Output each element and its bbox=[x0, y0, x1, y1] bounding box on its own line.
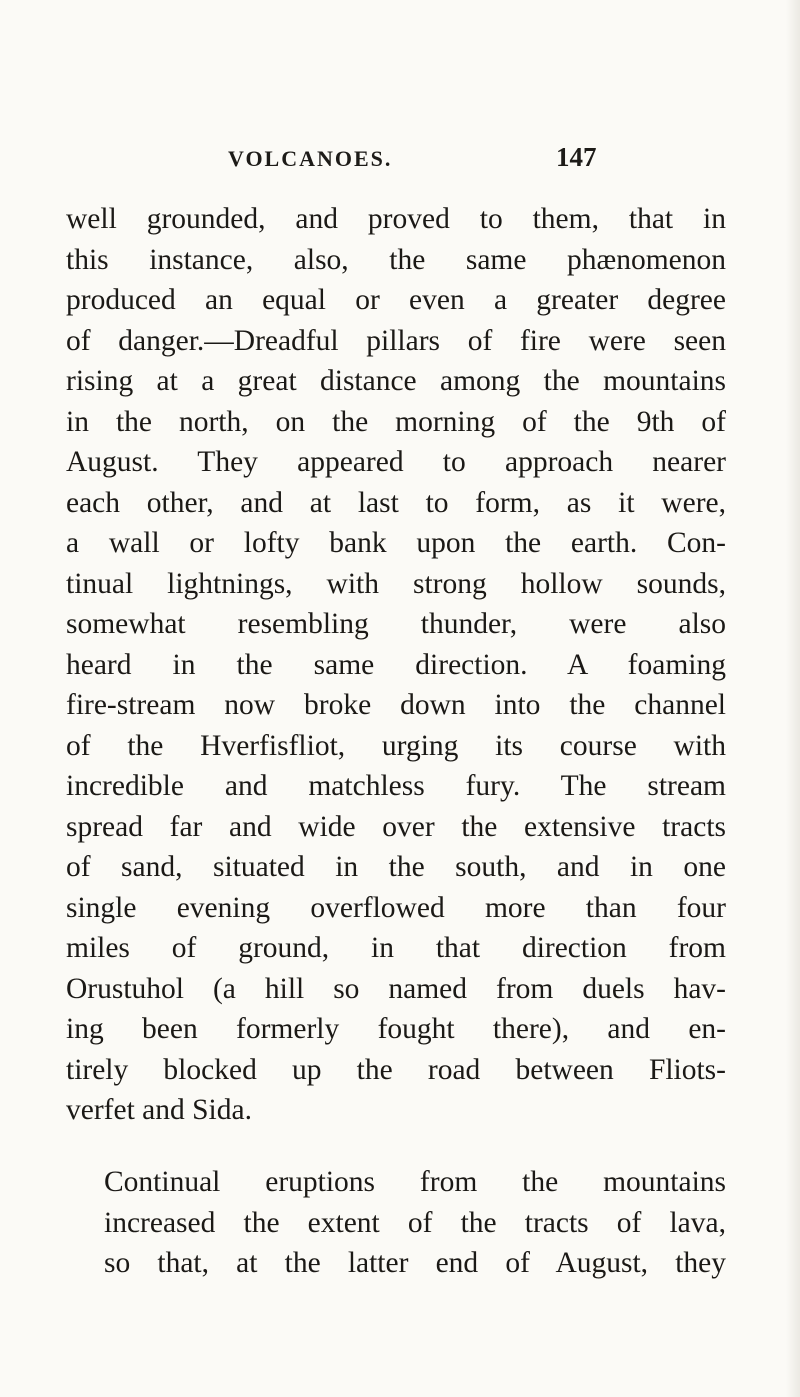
text-line: each other, and at last to form, as it were, bbox=[66, 486, 726, 519]
text-line: incredible and matchless fury. The stream bbox=[66, 770, 726, 802]
text-line: tirely blocked up the road between Fliots- bbox=[66, 1053, 726, 1086]
text-line: spread far and wide over the extensive tracts bbox=[66, 810, 726, 843]
text-line: increased the extent of the tracts of lava, bbox=[104, 1206, 726, 1239]
text-line: fire-stream now broke down into the channel bbox=[66, 689, 726, 721]
text-line: of the Hverfisfliot, urging its course with bbox=[66, 729, 726, 762]
text-line: this instance, also, the same phænomenon bbox=[66, 243, 726, 276]
text-line: rising at a great distance among the mountains bbox=[66, 365, 726, 397]
text-line: somewhat resembling thunder, were also bbox=[66, 608, 726, 640]
text-line: of sand, situated in the south, and in one bbox=[66, 851, 726, 883]
text-line: verfet and Sida. bbox=[66, 1094, 252, 1126]
text-line: tinual lightnings, with strong hollow sounds, bbox=[66, 567, 726, 600]
text-line: miles of ground, in that direction from bbox=[66, 932, 726, 964]
page-number: 147 bbox=[556, 142, 597, 172]
text-line: a wall or lofty bank upon the earth. Con- bbox=[66, 527, 726, 559]
page-edge-shadow bbox=[786, 0, 800, 1397]
text-line: produced an equal or even a greater degree bbox=[66, 284, 726, 316]
text-line: of danger.—Dreadful pillars of fire were seen bbox=[66, 324, 726, 357]
paragraph-1 bbox=[66, 199, 726, 1131]
text-line: heard in the same direction. A foaming bbox=[66, 648, 726, 681]
text-line: well grounded, and proved to them, that in bbox=[66, 203, 726, 235]
running-head: VOLCANOES. bbox=[228, 146, 393, 171]
text-line: August. They appeared to approach nearer bbox=[66, 446, 726, 478]
text-line: single evening overflowed more than four bbox=[66, 891, 726, 924]
text-line: so that, at the latter end of August, they bbox=[104, 1247, 726, 1279]
page-header bbox=[0, 142, 800, 176]
text-line: in the north, on the morning of the 9th of bbox=[66, 405, 726, 438]
text-line: Continual eruptions from the mountains bbox=[104, 1166, 726, 1198]
text-line: ing been formerly fought there), and en- bbox=[66, 1013, 726, 1045]
text-line: Orustuhol (a hill so named from duels hav- bbox=[66, 972, 726, 1005]
paragraph-2 bbox=[66, 1162, 726, 1284]
